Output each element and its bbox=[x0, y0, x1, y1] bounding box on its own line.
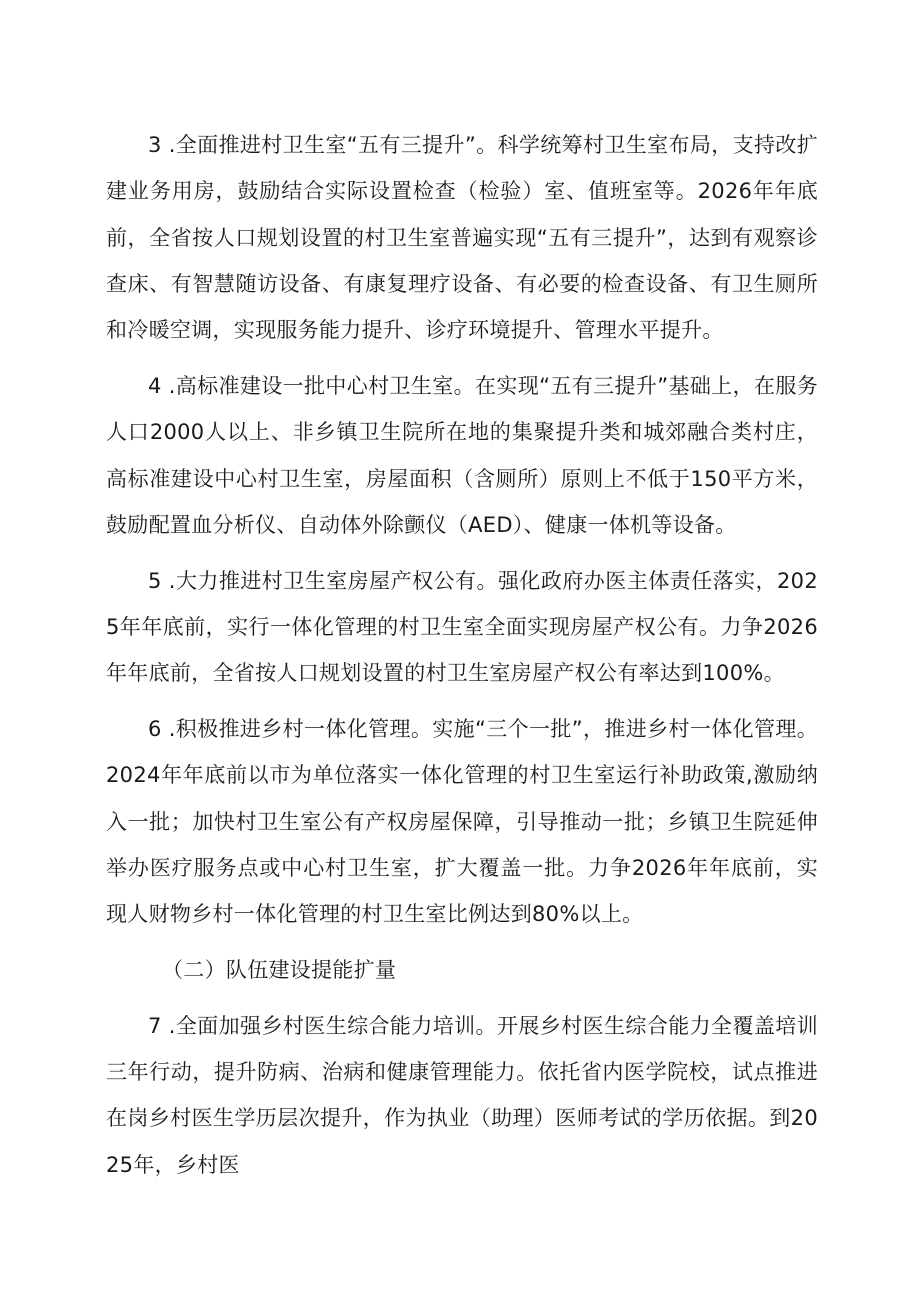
paragraph-6: 6 .积极推进乡村一体化管理。实施“三个一批”，推进乡村一体化管理。2024年年底前以市为单位落实一体化管理的村卫生室运行补助政策,激励纳入一批；加快村卫生室公有产权房屋保障，引导推动一批；乡镇卫生院延伸举办医疗服务点或中心村卫生室，扩大覆盖一批。力争2026年年底前，实现人财物乡村一体化管理的村卫生室比例达到80%以上。 bbox=[106, 717, 818, 927]
paragraph-4: 4 .高标准建设一批中心村卫生室。在实现“五有三提升”基础上，在服务人口2000人以上、非乡镇卫生院所在地的集聚提升类和城郊融合类村庄，高标准建设中心村卫生室，房屋面积（含厕所）原则上不低于150平方米，鼓励配置血分析仪、自动体外除颤仪（AED）、健康一体机等设备。 bbox=[106, 373, 818, 537]
section-heading: （二）队伍建设提能扩量 bbox=[162, 958, 397, 983]
paragraph-7: 7 .全面加强乡村医生综合能力培训。开展乡村医生综合能力全覆盖培训三年行动，提升防病、治病和健康管理能力。依托省内医学院校，试点推进在岗乡村医生学历层次提升，作为执业（助理）医师考试的学历依据。到2025年，乡村医 bbox=[106, 1013, 818, 1177]
paragraph-5: 5 .大力推进村卫生室房屋产权公有。强化政府办医主体责任落实，2025年年底前，实行一体化管理的村卫生室全面实现房屋产权公有。力争2026年年底前，全省按人口规划设置的村卫生室房屋产权公有率达到100%。 bbox=[106, 568, 818, 686]
document-body bbox=[106, 122, 818, 1198]
paragraph-3: 3 .全面推进村卫生室“五有三提升”。科学统筹村卫生室布局，支持改扩建业务用房，鼓励结合实际设置检查（检验）室、值班室等。2026年年底前，全省按人口规划设置的村卫生室普遍实现“五有三提升”，达到有观察诊查床、有智慧随访设备、有康复理疗设备、有必要的检查设备、有卫生厕所和冷暖空调，实现服务能力提升、诊疗环境提升、管理水平提升。 bbox=[106, 133, 818, 343]
